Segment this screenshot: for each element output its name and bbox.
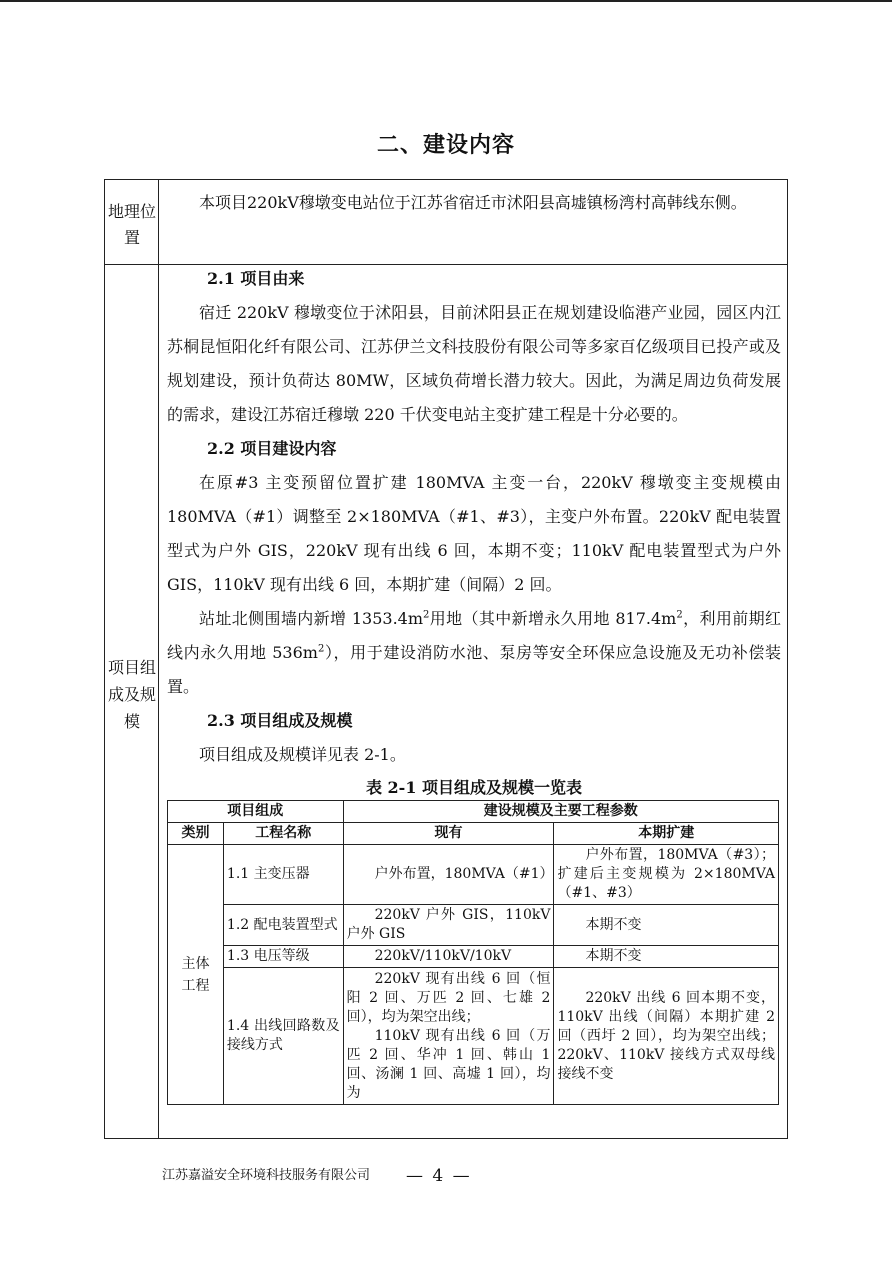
row-name: 1.4 出线回路数及接线方式 (223, 968, 343, 1105)
location-cell (167, 186, 781, 220)
section-2-2-heading: 2.2 项目建设内容 (207, 439, 337, 458)
row-existing (343, 968, 554, 1105)
row-existing-part-a: 220kV 现有出线 6 回（恒阳 2 回、万匹 2 回、七雄 2 回），均为架空出线； (346, 971, 551, 1025)
row-expansion: 本期不变 (554, 946, 779, 968)
row-name: 1.3 电压等级 (223, 946, 343, 968)
section-2-1-heading: 2.1 项目由来 (207, 269, 305, 288)
row-name: 1.2 配电装置型式 (223, 905, 343, 946)
page-number: — 4 — (406, 1166, 472, 1186)
page-title: 二、建设内容 (376, 132, 515, 158)
section-2-1-text: 宿迁 220kV 穆墩变位于沭阳县，目前沭阳县正在规划建设临港产业园，园区内江苏桐昆恒阳化纤有限公司、江苏伊兰文科技股份有限公司等多家百亿级项目已投产或及规划建设，预计负荷达 80MW，区域负荷增长潜力较大。因此，为满足周边负荷发展的需求，建设江苏宿迁穆墩 220 千伏变电站主变扩建工程是十分必要的。 (167, 303, 781, 424)
category-cell: 主体工程 (168, 845, 224, 1105)
row-existing: 220kV 户外 GIS，110kV 户外 GIS (343, 905, 554, 946)
table-subheader-row (168, 823, 779, 845)
table-row (168, 968, 779, 1105)
composition-cell (167, 262, 781, 1105)
footer-company: 江苏嘉溢安全环境科技服务有限公司 (162, 1168, 371, 1183)
row-expansion: 220kV 出线 6 回本期不变，110kV 出线（间隔）本期扩建 2 回（西圩 2 回），均为架空出线；220kV、110kV 接线方式双母线接线不变 (554, 968, 779, 1105)
composition-table (167, 800, 779, 1105)
table-header-row (168, 801, 779, 823)
row-existing-part-b: 110kV 现有出线 6 回（万匹 2 回、华冲 1 回、韩山 1 回、汤澜 1 回、高墟 1 回），均为 (346, 1028, 551, 1101)
table-caption: 表 2-1 项目组成及规模一览表 (365, 778, 583, 797)
table-row (168, 946, 779, 968)
table-row (168, 845, 779, 905)
header-project-composition: 项目组成 (168, 801, 344, 823)
section-2-2-text-1: 在原#3 主变预留位置扩建 180MVA 主变一台，220kV 穆墩变主变规模由180MVA（#1）调整至 2×180MVA（#1、#3），主变户外布置。220kV 配电装置型式为户外 GIS，220kV 现有出线 6 回，本期不变；110kV 配电装置型式为户外 GIS，110kV 现有出线 6 回，本期扩建（间隔）2 回。 (167, 473, 781, 594)
location-text: 本项目220kV穆墩变电站位于江苏省宿迁市沭阳县高墟镇杨湾村高韩线东侧。 (199, 193, 747, 212)
section-2-3-text: 项目组成及规模详见表 2-1。 (199, 745, 406, 764)
header-construction-scale: 建设规模及主要工程参数 (343, 801, 778, 823)
section-2-3-heading: 2.3 项目组成及规模 (207, 711, 353, 730)
header-name: 工程名称 (223, 823, 343, 845)
top-border-line (0, 0, 892, 2)
header-expansion: 本期扩建 (554, 823, 779, 845)
row-existing: 户外布置，180MVA（#1） (343, 845, 554, 905)
content-frame (104, 179, 788, 1139)
row-expansion: 户外布置，180MVA（#3）；扩建后主变规模为 2×180MVA（#1、#3） (554, 845, 779, 905)
header-existing: 现有 (343, 823, 554, 845)
row-name: 1.1 主变压器 (223, 845, 343, 905)
location-label: 地理位置 (107, 202, 156, 247)
composition-label: 项目组成及规模 (107, 658, 156, 731)
row-expansion: 本期不变 (554, 905, 779, 946)
header-category: 类别 (168, 823, 224, 845)
section-2-2-text-2: 站址北侧围墙内新增 $1353.4m^2$用地（其中新增永久用地 $817.4m^2$，利用前期红线内永久用地 $536m^2$），用于建设消防水池、泵房等安全环保应急设施及无功补偿装置。 (167, 609, 781, 696)
table-row (168, 905, 779, 946)
row-existing: 220kV/110kV/10kV (343, 946, 554, 968)
